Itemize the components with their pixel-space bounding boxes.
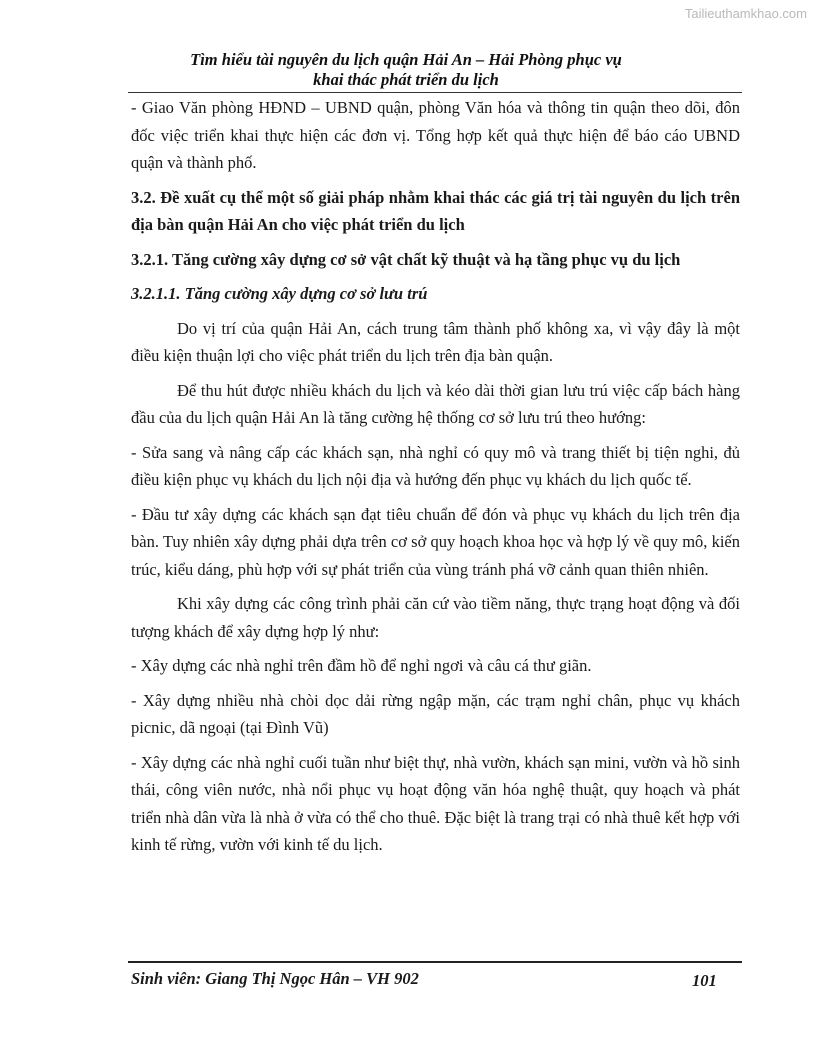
paragraph-attract-tourists: Để thu hút được nhiều khách du lịch và kéo dài thời gian lưu trú việc cấp bách hàng đầu của du lịch quận Hải An là tăng cường hệ thống cơ sở lưu trú theo hướng:: [131, 380, 740, 427]
list-item-mangrove-huts: - Xây dựng nhiều nhà chòi dọc dải rừng ngập mặn, các trạm nghỉ chân, phục vụ khách picnic, dã ngoại (tại Đình Vũ): [131, 690, 740, 737]
header-line-2: khai thác phát triển du lịch: [313, 70, 499, 89]
page-body: [131, 94, 740, 866]
paragraph-delegation: - Giao Văn phòng HĐND – UBND quận, phòng Văn hóa và thông tin quận theo dõi, đôn đốc việc triển khai thực hiện các đơn vị. Tổng hợp kết quả thực hiện để báo cáo UBND quận và thành phố.: [131, 98, 740, 172]
section-heading-3-2-1-1: 3.2.1.1. Tăng cường xây dựng cơ sở lưu trú: [131, 284, 428, 303]
footer-student: Sinh viên: Giang Thị Ngọc Hân – VH 902: [131, 969, 419, 988]
list-item-lake-guesthouses: - Xây dựng các nhà nghỉ trên đầm hồ để nghỉ ngơi và câu cá thư giãn.: [131, 656, 592, 675]
watermark: Tailieuthamkhao.com: [684, 6, 807, 21]
list-item-upgrade-hotels: - Sửa sang và nâng cấp các khách sạn, nhà nghỉ có quy mô và trang thiết bị tiện nghi, đủ điều kiện phục vụ khách du lịch nội địa và hướng đến phục vụ khách du lịch quốc tế.: [131, 442, 740, 489]
list-item-weekend-houses: - Xây dựng các nhà nghỉ cuối tuần như biệt thự, nhà vườn, khách sạn mini, vườn và hồ sinh thái, công viên nước, nhà nổi phục vụ hoạt động văn hóa nghệ thuật, quy hoạch và phát triển nhà dân vừa là nhà ở vừa có thể cho thuê. Đặc biệt là trang trại có nhà thuê kết hợp với kinh tế rừng, vườn với kinh tế du lịch.: [131, 752, 740, 854]
header-line-1: Tìm hiểu tài nguyên du lịch quận Hải An – Hải Phòng phục vụ: [190, 50, 622, 69]
section-heading-3-2-1: 3.2.1. Tăng cường xây dựng cơ sở vật chất kỹ thuật và hạ tầng phục vụ du lịch: [131, 249, 681, 269]
footer-divider: [128, 961, 742, 963]
page-number: 101: [692, 971, 717, 990]
list-item-invest-hotels: - Đầu tư xây dựng các khách sạn đạt tiêu chuẩn để đón và phục vụ khách du lịch trên địa bàn. Tuy nhiên xây dựng phải dựa trên cơ sở quy hoạch khoa học và hợp lý về quy mô, kiến trúc, kiểu dáng, phù hợp với sự phát triển của vùng tránh phá vỡ cảnh quan thiên nhiên.: [131, 504, 740, 579]
header-divider: [128, 92, 742, 93]
section-heading-3-2: 3.2. Đề xuất cụ thể một số giải pháp nhằm khai thác các giá trị tài nguyên du lịch trên địa bàn quận Hải An cho việc phát triển du lịch: [131, 187, 740, 234]
paragraph-construction: Khi xây dựng các công trình phải căn cứ vào tiềm năng, thực trạng hoạt động và đối tượng khách để xây dựng hợp lý như:: [131, 594, 740, 641]
paragraph-location: Do vị trí của quận Hải An, cách trung tâm thành phố không xa, vì vậy đây là một điều kiện thuận lợi cho việc phát triển du lịch trên địa bàn quận.: [131, 318, 740, 365]
page-header: [150, 50, 662, 90]
